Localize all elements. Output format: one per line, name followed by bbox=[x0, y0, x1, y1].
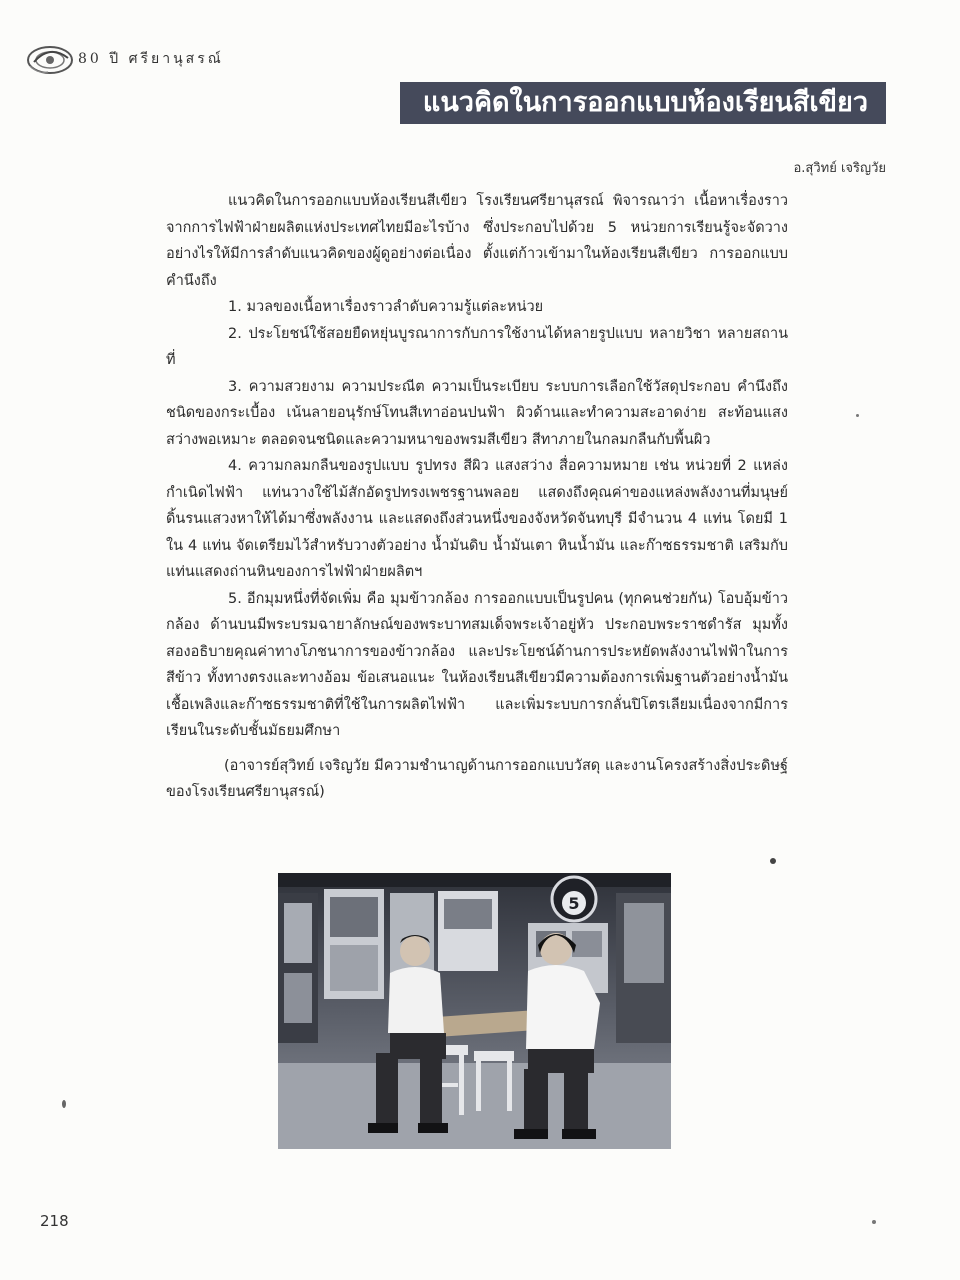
scan-speck bbox=[62, 1100, 66, 1108]
list-item-3: 3. ความสวยงาม ความประณีต ความเป็นระเบียบ ระบบการเลือกใช้วัสดุประกอบ คำนึงถึงชนิดของกระเบื้อง เน้นลายอนุรักษ์โทนสีเทาอ่อนปนฟ้า ผิวด้านและทำความสะอาดง่าย สะท้อนแสงสว่างพอเหมาะ ตลอดจนชนิดและความหนาของพรมสีเขียว สีทาภายในกลมกลืนกับพื้นผิว bbox=[166, 378, 788, 448]
classroom-photo bbox=[278, 873, 671, 1149]
article-author: อ.สุวิทย์ เจริญวัย bbox=[793, 161, 886, 176]
author-credit: (อาจารย์สุวิทย์ เจริญวัย มีความชำนาญด้านการออกแบบวัสดุ และงานโครงสร้างสิ่งประดิษฐ์ของโรงเรียนศรียานุสรณ์) bbox=[166, 757, 788, 800]
classroom-photo-illustration bbox=[278, 873, 671, 1149]
scan-speck bbox=[872, 1220, 876, 1224]
article-body bbox=[166, 188, 788, 806]
intro-paragraph: แนวคิดในการออกแบบห้องเรียนสีเขียว โรงเรียนศรียานุสรณ์ พิจารณาว่า เนื้อหาเรื่องราวจากการไฟฟ้าฝ่ายผลิตแห่งประเทศไทยมีอะไรบ้าง ซึ่งประกอบไปด้วย 5 หน่วยการเรียนรู้จะจัดวางอย่างไรให้มีการลำดับแนวคิดของผู้ดูอย่างต่อเนื่อง ตั้งแต่ก้าวเข้ามาในห้องเรียนสีเขียว การออกแบบคำนึงถึง bbox=[166, 193, 788, 289]
unit-sign-number: 5 bbox=[568, 894, 580, 913]
scan-speck bbox=[856, 414, 859, 417]
page-number: 218 bbox=[40, 1212, 69, 1230]
running-header: 80 ปี ศรียานุสรณ์ bbox=[78, 51, 224, 67]
list-item-5: 5. อีกมุมหนึ่งที่จัดเพิ่ม คือ มุมข้าวกล้อง การออกแบบเป็นรูปคน (ทุกคนช่วยกัน) โอบอุ้มข้าวกล้อง ด้านบนมีพระบรมฉายาลักษณ์ของพระบาทสมเด็จพระเจ้าอยู่หัว ประกอบพระราชดำรัส มุมทั้งสองอธิบายคุณค่าทางโภชนาการของข้าวกล้อง และประโยชน์ด้านการประหยัดพลังงานไฟฟ้าในการสีข้าว ทั้งทางตรงและทางอ้อม ข้อเสนอแนะ ในห้องเรียนสีเขียวมีความต้องการเพิ่มฐานตัวอย่างน้ำมันเชื้อเพลิงและก๊าซธรรมชาติที่ใช้ในการผลิตไฟฟ้า และเพิ่มระบบการกลั่นปิโตรเลียมเนื่องจากมีการเรียนในระดับชั้นมัธยมศึกษา bbox=[166, 590, 788, 739]
list-item-1: 1. มวลของเนื้อหาเรื่องราวลำดับความรู้แต่ละหน่วย bbox=[228, 299, 544, 315]
list-item-4: 4. ความกลมกลืนของรูปแบบ รูปทรง สีผิว แสงสว่าง สื่อความหมาย เช่น หน่วยที่ 2 แหล่งกำเนิดไฟฟ้า แท่นวางใช้ไม้สักอัดรูปทรงเพชรฐานพลอย แสดงถึงคุณค่าของแหล่งพลังงานที่มนุษย์ดิ้นรนแสวงหาให้ได้มาซึ่งพลังงาน และแสดงถึงส่วนหนึ่งของจังหวัดจันทบุรี มีจำนวน 4 แท่น โดยมี 1 ใน 4 แท่น จัดเตรียมไว้สำหรับวางตัวอย่าง น้ำมันดิบ น้ำมันเตา หินน้ำมัน และก๊าซธรรมชาติ เสริมกับแท่นแสดงถ่านหินของการไฟฟ้าฝ่ายผลิตฯ bbox=[166, 458, 788, 580]
scan-speck bbox=[770, 858, 776, 864]
article-title: แนวคิดในการออกแบบห้องเรียนสีเขียว bbox=[400, 82, 886, 124]
list-item-2: 2. ประโยชน์ใช้สอยยืดหยุ่นบูรณาการกับการใช้งานได้หลายรูปแบบ หลายวิชา หลายสถานที่ bbox=[166, 325, 788, 368]
school-logo-icon bbox=[24, 40, 80, 78]
